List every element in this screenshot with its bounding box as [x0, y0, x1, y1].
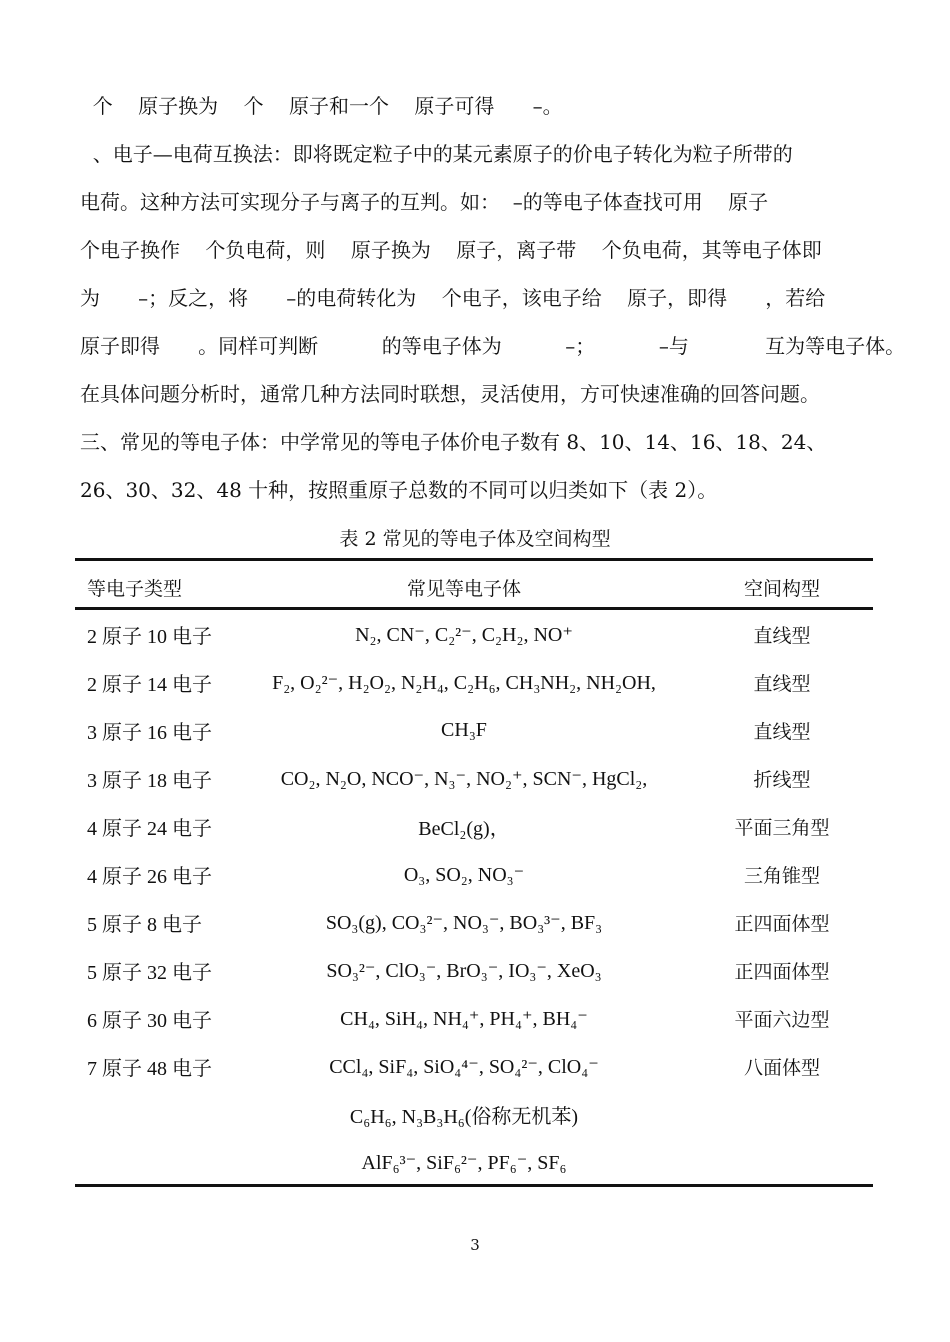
- table-row: [75, 946, 873, 994]
- isoelectronic-table: [75, 564, 873, 1186]
- cell-shape: 正四面体型: [734, 960, 830, 983]
- cell-species: CH₄, SiH₄, NH₄⁺, PH₄⁺, BH₄⁻: [340, 1007, 588, 1030]
- cell-type: 6 原子 30 电子: [87, 1009, 212, 1032]
- cell-species: N₂, CN⁻, C₂²⁻, C₂H₂, NO⁺: [355, 623, 573, 646]
- table-row: [75, 802, 873, 850]
- cell-species: CCl₄, SiF₄, SiO₄⁴⁻, SO₄²⁻, ClO₄⁻: [329, 1055, 599, 1078]
- table-row: [75, 898, 873, 946]
- cell-type: 7 原子 48 电子: [87, 1057, 212, 1080]
- cell-species: CO₂, N₂O, NCO⁻, N₃⁻, NO₂⁺, SCN⁻, HgCl₂,: [280, 767, 648, 790]
- table-header-row: [75, 564, 873, 610]
- cell-type: 3 原子 16 电子: [87, 721, 212, 744]
- text-line: 原子即得 。同样可判断 的等电子体为 –； –与 互为等电子体。: [80, 334, 906, 358]
- cell-type: 2 原子 14 电子: [87, 673, 212, 696]
- table-row: [75, 994, 873, 1042]
- cell-type: 2 原子 10 电子: [87, 625, 212, 648]
- cell-shape: [691, 1090, 873, 1138]
- table-caption: 表 2 常见的等电子体及空间构型: [339, 528, 611, 550]
- table-row: [75, 1138, 873, 1186]
- cell-species: O₃, SO₂, NO₃⁻: [403, 863, 525, 886]
- column-header-type: 等电子类型: [87, 577, 183, 600]
- cell-species: SO₃(g), CO₃²⁻, NO₃⁻, BO₃³⁻, BF₃: [325, 911, 603, 934]
- cell-type: [75, 1138, 237, 1186]
- cell-species: SO₃²⁻, ClO₃⁻, BrO₃⁻, IO₃⁻, XeO₃: [326, 959, 602, 982]
- cell-shape: 八面体型: [743, 1056, 820, 1079]
- body-text: [80, 82, 906, 514]
- cell-species: F₂, O₂²⁻, H₂O₂, N₂H₄, C₂H₆, CH₃NH₂, NH₂OH,: [272, 671, 656, 694]
- table-row: [75, 610, 873, 658]
- cell-shape: 正四面体型: [734, 912, 830, 935]
- column-header-shape: 空间构型: [743, 577, 820, 600]
- cell-type: 5 原子 8 电子: [87, 913, 202, 936]
- text-line: 26、30、32、48 十种，按照重原子总数的不同可以归类如下（表 2）。: [80, 478, 718, 502]
- table-row: [75, 658, 873, 706]
- text-line: 在具体问题分析时，通常几种方法同时联想，灵活使用，方可快速准确的回答问题。: [80, 382, 820, 406]
- cell-type: 3 原子 18 电子: [87, 769, 212, 792]
- cell-species: AlF₆³⁻, SiF₆²⁻, PF₆⁻, SF₆: [361, 1151, 567, 1174]
- cell-species: C₆H₆, N₃B₃H₆(俗称无机苯): [349, 1105, 579, 1128]
- cell-shape: 直线型: [753, 624, 811, 647]
- table-row: [75, 850, 873, 898]
- cell-type: 4 原子 26 电子: [87, 865, 212, 888]
- table-row: [75, 1090, 873, 1138]
- text-line: 、电子—电荷互换法：即将既定粒子中的某元素原子的价电子转化为粒子所带的: [80, 142, 793, 166]
- cell-shape: 平面六边型: [734, 1008, 830, 1031]
- cell-type: 4 原子 24 电子: [87, 817, 212, 840]
- cell-shape: 折线型: [753, 768, 811, 791]
- cell-species: CH₃F: [441, 718, 487, 741]
- text-line: 个电子换作 个负电荷，则 原子换为 原子，离子带 个负电荷，其等电子体即: [80, 238, 822, 262]
- column-header-species: 常见等电子体: [406, 577, 521, 600]
- cell-shape: 直线型: [753, 672, 811, 695]
- cell-shape: 平面三角型: [734, 816, 830, 839]
- table-row: [75, 1042, 873, 1090]
- cell-species: BeCl₂(g)，: [418, 817, 510, 840]
- cell-type: 5 原子 32 电子: [87, 961, 212, 984]
- text-line: 电荷。这种方法可实现分子与离子的互判。如： –的等电子体查找可用 原子: [80, 190, 769, 214]
- cell-shape: 直线型: [753, 720, 811, 743]
- text-line: 个 原子换为 个 原子和一个 原子可得 –。: [80, 94, 563, 118]
- page-number: 3: [470, 1236, 480, 1254]
- table-top-rule: [75, 558, 873, 561]
- table-row: [75, 754, 873, 802]
- table-row: [75, 706, 873, 754]
- cell-type: [75, 1090, 237, 1138]
- cell-shape: [691, 1138, 873, 1186]
- cell-shape: 三角锥型: [743, 864, 820, 887]
- text-line: 为 –；反之，将 –的电荷转化为 个电子，该电子给 原子，即得 ，若给: [80, 286, 826, 310]
- text-line: 三、常见的等电子体：中学常见的等电子体价电子数有 8、10、14、16、18、24、: [80, 430, 827, 454]
